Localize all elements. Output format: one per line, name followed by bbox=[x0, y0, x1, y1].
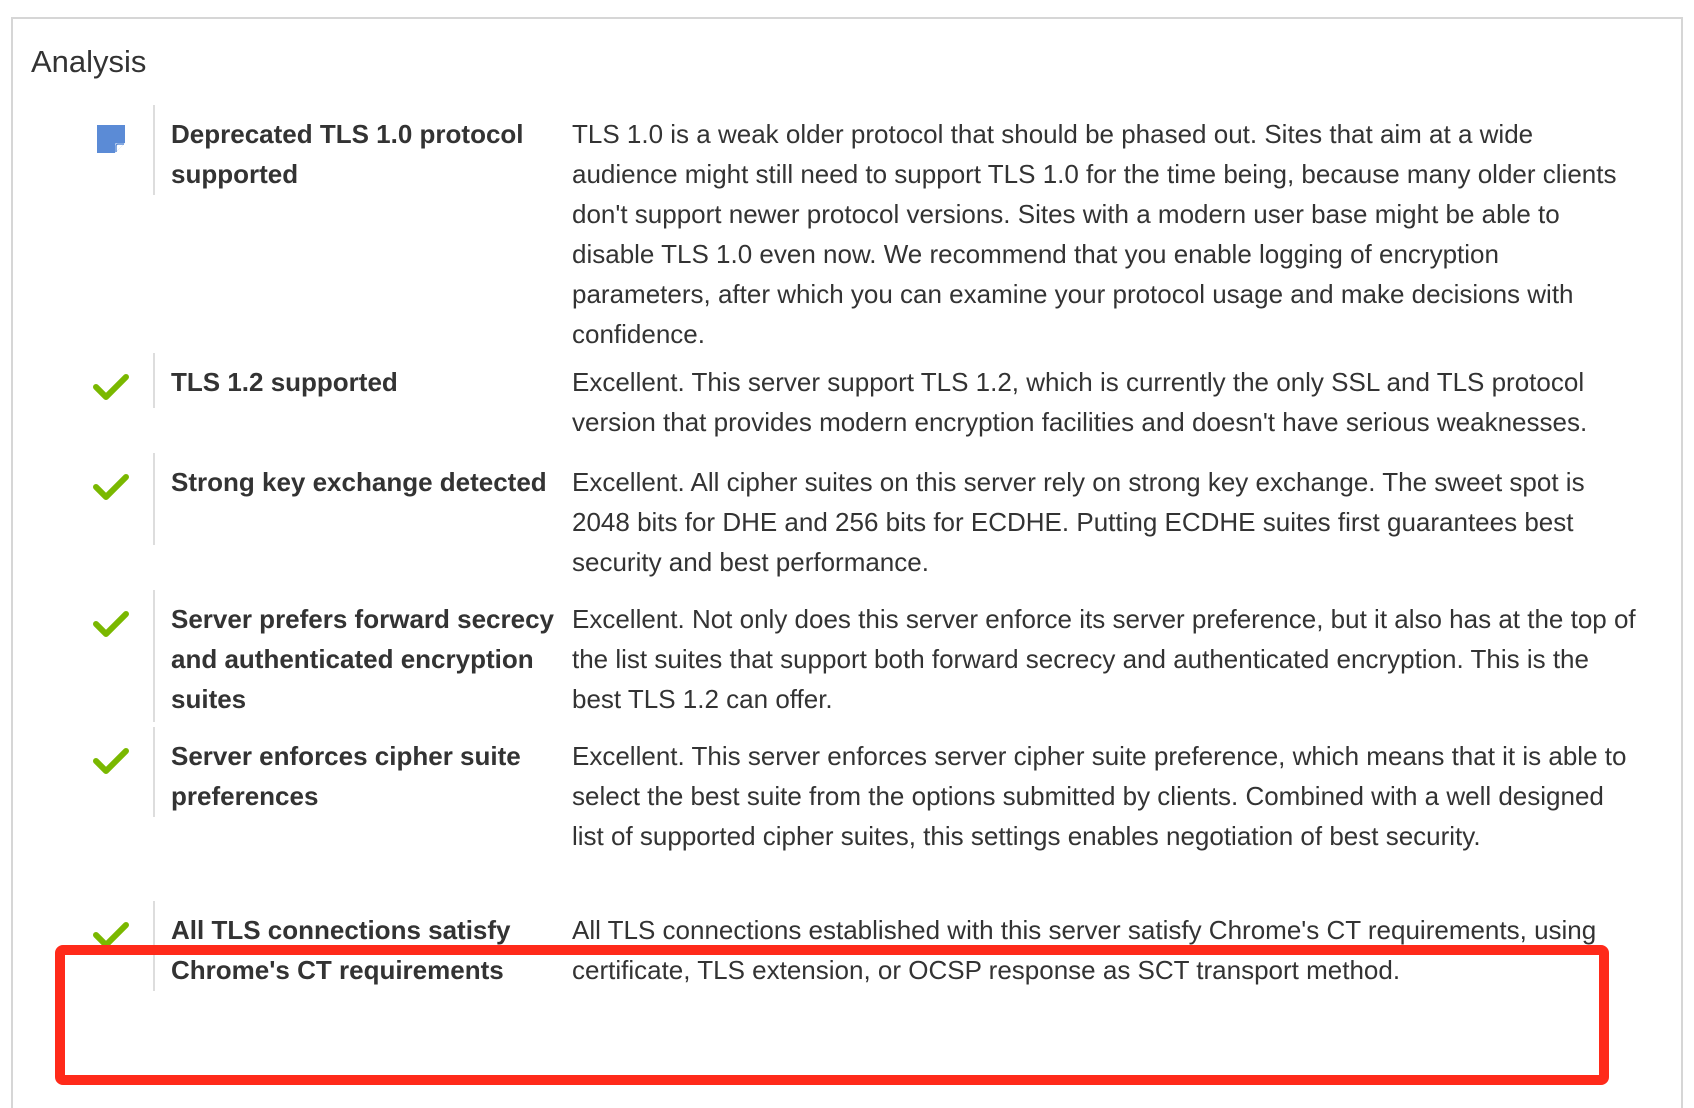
checkmark-icon bbox=[93, 917, 129, 953]
analysis-row bbox=[80, 105, 1640, 349]
item-name: Server enforces cipher suite preferences bbox=[171, 741, 521, 811]
row-divider bbox=[153, 105, 155, 195]
item-name: Server prefers forward secrecy and authenticated encryption suites bbox=[171, 604, 555, 714]
row-divider bbox=[153, 901, 155, 991]
item-description: TLS 1.0 is a weak older protocol that should be phased out. Sites that aim at a wide audience might still need to support TLS 1.0 for the time being, because many older clients don't support newer protocol versions. Sites with a modern user base might be able to disable TLS 1.0 even now. We recommend that you enable logging of encryption parameters, after which you can examine your protocol usage and make decisions with confidence. bbox=[572, 119, 1617, 349]
row-divider bbox=[153, 453, 155, 545]
item-description: Excellent. This server support TLS 1.2, which is currently the only SSL and TLS protocol version that provides modern encryption facilities and doesn't have serious weaknesses. bbox=[572, 367, 1588, 437]
note-icon bbox=[93, 121, 129, 157]
row-divider bbox=[153, 727, 155, 817]
item-name: All TLS connections satisfy Chrome's CT requirements bbox=[171, 915, 511, 985]
analysis-row bbox=[80, 590, 1640, 730]
item-description: All TLS connections established with this server satisfy Chrome's CT requirements, using certificate, TLS extension, or OCSP response as SCT transport method. bbox=[572, 915, 1597, 985]
item-description: Excellent. Not only does this server enforce its server preference, but it also has at the top of the list suites that support both forward secrecy and authenticated encryption. This is the best TLS 1.2 can offer. bbox=[572, 604, 1636, 714]
row-divider bbox=[153, 353, 155, 408]
analysis-row bbox=[80, 353, 1640, 453]
item-description: Excellent. All cipher suites on this server rely on strong key exchange. The sweet spot is 2048 bits for DHE and 256 bits for ECDHE. Putting ECDHE suites first guarantees best security and best performance. bbox=[572, 467, 1585, 577]
checkmark-icon bbox=[93, 369, 129, 405]
item-name: TLS 1.2 supported bbox=[171, 367, 398, 397]
row-divider bbox=[153, 590, 155, 722]
checkmark-icon bbox=[93, 606, 129, 642]
checkmark-icon bbox=[93, 469, 129, 505]
checkmark-icon bbox=[93, 743, 129, 779]
analysis-row bbox=[80, 453, 1640, 593]
item-name: Strong key exchange detected bbox=[171, 467, 547, 497]
section-title: Analysis bbox=[31, 44, 147, 79]
analysis-row-highlighted bbox=[80, 901, 1640, 1001]
analysis-row bbox=[80, 727, 1640, 897]
item-description: Excellent. This server enforces server cipher suite preference, which means that it is able to select the best suite from the options submitted by clients. Combined with a well designed list of supported cipher suites, this settings enables negotiation of best security. bbox=[572, 741, 1627, 851]
item-name: Deprecated TLS 1.0 protocol supported bbox=[171, 119, 524, 189]
